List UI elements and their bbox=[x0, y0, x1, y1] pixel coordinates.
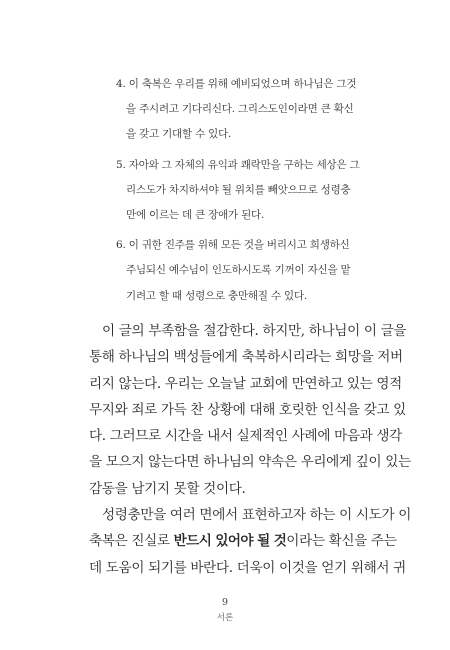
list-item-line: 6. 이 귀한 진주를 위해 모든 것을 버리시고 희생하신 bbox=[116, 239, 350, 252]
body-line: 데 도움이 되기를 바란다. 더욱이 이것을 얻기 위해서 귀 bbox=[89, 559, 406, 576]
paragraph-1 bbox=[89, 318, 411, 502]
list-item-line: 기려고 할 때 성령으로 충만해질 수 있다. bbox=[126, 289, 308, 302]
body-line-segment: 이라는 확신을 주는 bbox=[286, 533, 397, 550]
running-footer-section: 서론 bbox=[216, 613, 234, 623]
list-item-line: 을 주시려고 기다리신다. 그리스도인이라면 큰 확신 bbox=[126, 103, 354, 116]
page-number: 9 bbox=[221, 597, 229, 608]
list-item-line: 만에 이르는 데 큰 장애가 된다. bbox=[126, 209, 265, 222]
body-line: 다. 그러므로 시간을 내서 실제적인 사례에 마음과 생각 bbox=[89, 428, 402, 445]
body-line-segment: 축복은 진실로 bbox=[89, 533, 174, 550]
list-item-line: 주님되신 예수님이 인도하시도록 기꺼이 자신을 맡 bbox=[126, 264, 351, 277]
list-item-4 bbox=[116, 72, 372, 148]
paragraph-2 bbox=[89, 502, 411, 581]
numbered-list bbox=[116, 72, 372, 314]
list-item-line: 리스도가 차지하셔야 될 위치를 빼앗으므로 성령충 bbox=[126, 183, 351, 196]
body-line: 성령충만을 여러 면에서 표현하고자 하는 이 시도가 이 bbox=[102, 507, 411, 524]
body-line: 통해 하나님의 백성들에게 축복하시리라는 희망을 저버 bbox=[89, 349, 403, 366]
body-line: 리지 않는다. 우리는 오늘날 교회에 만연하고 있는 영적 bbox=[89, 375, 402, 392]
list-item-line: 4. 이 축복은 우리를 위해 예비되었으며 하나님은 그것 bbox=[116, 78, 357, 90]
list-item-6 bbox=[116, 233, 372, 309]
body-line: 을 모으지 않는다면 하나님의 약속은 우리에게 깊이 있는 bbox=[89, 454, 411, 471]
body-line: 무지와 죄로 가득 찬 상황에 대해 호릿한 인식을 갖고 있 bbox=[89, 401, 406, 418]
body-text bbox=[89, 318, 411, 581]
body-line: 감동을 남기지 못할 것이다. bbox=[89, 480, 246, 497]
list-item-line: 5. 자아와 그 자체의 유익과 쾌락만을 구하는 세상은 그 bbox=[116, 158, 360, 171]
body-line: 이 글의 부족함을 절감한다. 하지만, 하나님이 이 글을 bbox=[102, 323, 407, 339]
list-item-line: 을 갖고 기대할 수 있다. bbox=[126, 128, 232, 141]
body-line bbox=[89, 528, 397, 554]
list-item-5 bbox=[116, 153, 372, 229]
emphasis-text: 반드시 있어야 될 것 bbox=[173, 533, 287, 550]
